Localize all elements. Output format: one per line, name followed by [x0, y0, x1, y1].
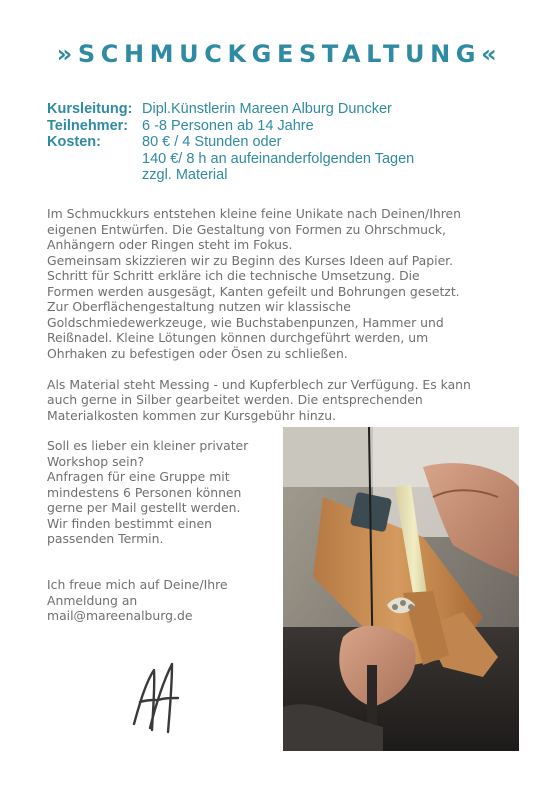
costs-line: 140 €/ 8 h an aufeinanderfolgenden Tagen: [142, 150, 415, 167]
text-line: Wir finden bestimmt einen: [47, 515, 212, 531]
page-title: »SCHMUCKGESTALTUNG«: [56, 40, 503, 68]
costs-value: [142, 134, 414, 184]
course-lead-label: Kursleitung:: [47, 101, 133, 117]
participants-row: [47, 118, 414, 135]
text-line: Materialkosten kommen zur Kursgebühr hinzu.: [47, 407, 337, 423]
text-line: Reißnadel. Kleine Lötungen können durchgeführt werden, um: [47, 330, 429, 345]
text-line: auch gerne in Silber gearbeitet werden. Die entsprechenden: [47, 392, 423, 407]
closing-text: [47, 577, 228, 624]
text-line: Goldschmiedewerkzeuge, wie Buchstabenpunzen, Hammer und: [47, 314, 444, 330]
description-paragraph: [47, 206, 527, 361]
course-lead-value: Dipl.Künstlerin Mareen Alburg Duncker: [142, 101, 392, 117]
workshop-photo: [283, 427, 519, 751]
text-line: passenden Termin.: [47, 531, 164, 546]
text-line: gerne per Mail gestellt werden.: [47, 500, 241, 515]
signature-icon: [128, 658, 184, 738]
text-line: Im Schmuckkurs entstehen kleine feine Unikate nach Deinen/Ihren: [47, 206, 462, 221]
text-line: Formen werden ausgesägt, Kanten gefeilt und Bohrungen gesetzt.: [47, 283, 460, 299]
text-line: Anhängern oder Ringen steht im Fokus.: [47, 237, 293, 252]
text-line: Ich freue mich auf Deine/Ihre: [47, 577, 228, 592]
text-line: Soll es lieber ein kleiner privater: [47, 438, 249, 453]
costs-label: Kosten:: [47, 134, 101, 150]
text-line: Gemeinsam skizzieren wir zu Beginn des Kurses Ideen auf Papier.: [47, 252, 454, 268]
participants-value: 6 -8 Personen ab 14 Jahre: [142, 117, 314, 134]
course-lead-row: [47, 101, 414, 118]
text-line: Anfragen für eine Gruppe mit: [47, 469, 230, 484]
text-line: Als Material steht Messing - und Kupferblech zur Verfügung. Es kann: [47, 376, 471, 392]
text-line: Schritt für Schritt erkläre ich die technische Umsetzung. Die: [47, 268, 420, 283]
text-line: Zur Oberflächengestaltung nutzen wir klassische: [47, 299, 351, 314]
text-line: eigenen Entwürfen. Die Gestaltung von Formen zu Ohrschmuck,: [47, 221, 446, 237]
participants-label: Teilnehmer:: [47, 117, 129, 134]
text-line: Ohrhaken zu befestigen oder Ösen zu schließen.: [47, 345, 348, 361]
material-paragraph: [47, 377, 527, 424]
text-line: Anmeldung an: [47, 592, 138, 608]
text-line: Workshop sein?: [47, 453, 145, 469]
email-address: mail@mareenalburg.de: [47, 608, 193, 623]
costs-line: 80 € / 4 Stunden oder: [142, 134, 282, 150]
course-description: [47, 206, 527, 423]
costs-row: [47, 134, 414, 184]
costs-line: zzgl. Material: [142, 167, 228, 183]
private-workshop-text: [47, 438, 277, 547]
text-line: mindestens 6 Personen können: [47, 484, 242, 500]
course-info: [47, 101, 414, 184]
